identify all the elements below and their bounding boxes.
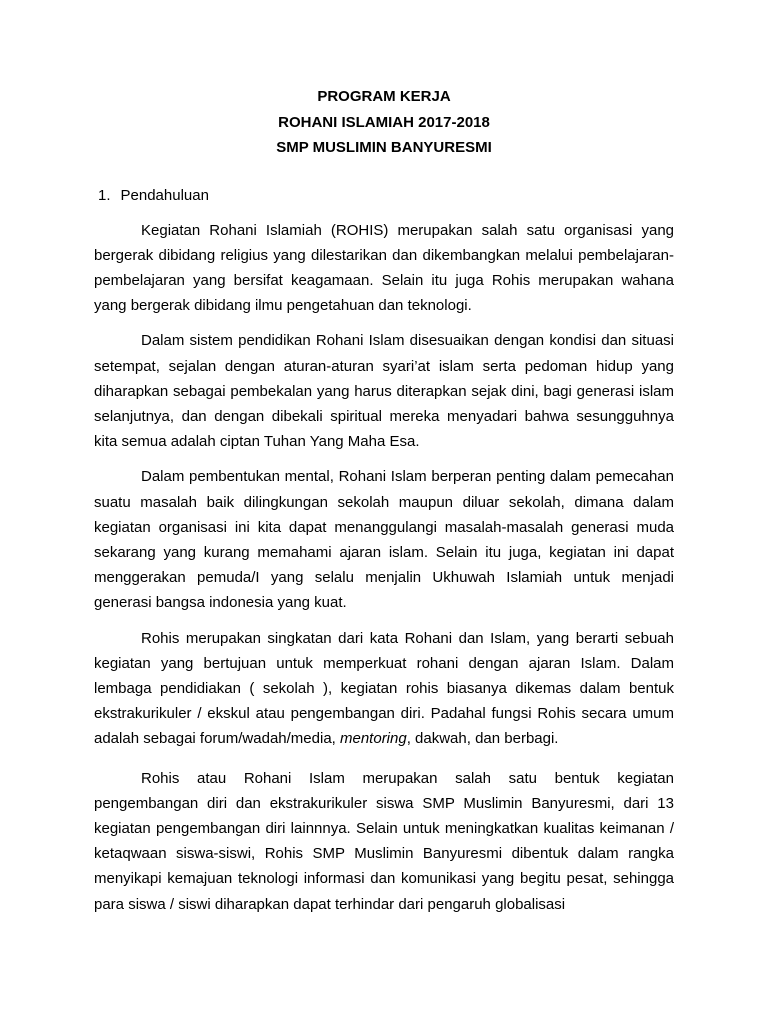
paragraph-2: Dalam sistem pendidikan Rohani Islam disesuaikan dengan kondisi dan situasi setempat, sejalan dengan aturan-aturan syari’at islam serta pedoman hidup yang diharapkan sebagai pembekalan yang harus diterapkan sejak dini, bagi generasi islam selanjutnya, dan dengan dibekali spiritual mereka menyadari bahwa sesungguhnya kita semua adalah ciptan Tuhan Yang Maha Esa. xyxy=(94,332,674,451)
paragraph-5: Rohis atau Rohani Islam merupakan salah satu bentuk kegiatan pengembangan diri dan ekstrakurikuler siswa SMP Muslimin Banyuresmi, dari 13 kegiatan pengembangan diri lainnnya. Selain untuk meningkatkan kualitas keimanan / ketaqwaan siswa-siswi, Rohis SMP Muslimin Banyuresmi dibentuk dalam rangka menyikapi kemajuan teknologi informasi dan komunikasi yang begitu pesat, sehingga para siswa / siswi diharapkan dapat terhindar dari pengaruh globalisasi xyxy=(94,769,674,913)
section-title: Pendahuluan xyxy=(120,186,209,204)
section-number: 1. xyxy=(98,186,111,204)
paragraph-4-italic: mentoring xyxy=(340,730,407,748)
paragraph-4-text-a: Rohis merupakan singkatan dari kata Rohani dan Islam, yang berarti sebuah kegiatan yang bertujuan untuk memperkuat rohani dengan ajaran Islam. Dalam lembaga pendidiakan ( sekolah ), kegiatan rohis biasanya dikemas dalam bentuk ekstrakurikuler / ekskul atau pengembangan diri. Padahal fungsi Rohis secara umum adalah sebagai forum/wadah/media, xyxy=(94,629,674,748)
paragraph-4 xyxy=(94,626,674,752)
title-line-2: ROHANI ISLAMIAH 2017-2018 xyxy=(278,113,490,131)
title-line-1: PROGRAM KERJA xyxy=(317,88,451,105)
paragraph-3: Dalam pembentukan mental, Rohani Islam berperan penting dalam pemecahan suatu masalah baik dilingkungan sekolah maupun diluar sekolah, dimana dalam kegiatan organisasi ini kita dapat menanggulangi masalah-masalah generasi muda sekarang yang kurang memahami ajaran islam. Selain itu juga, kegiatan ini dapat menggerakan pemuda/I yang selalu menjalin Ukhuwah Islamiah untuk menjadi generasi bangsa indonesia yang kuat. xyxy=(94,468,674,612)
paragraph-1: Kegiatan Rohani Islamiah (ROHIS) merupakan salah satu organisasi yang bergerak dibidang religius yang dilestarikan dan dikembangkan melalui pembelajaran-pembelajaran yang bersifat keagamaan. Selain itu juga Rohis merupakan wahana yang bergerak dibidang ilmu pengetahuan dan teknologi. xyxy=(94,221,674,315)
paragraph-4-text-b: , dakwah, dan berbagi. xyxy=(406,730,559,748)
document-title xyxy=(94,84,674,161)
title-line-3: SMP MUSLIMIN BANYURESMI xyxy=(276,139,492,156)
section-heading xyxy=(94,186,674,206)
